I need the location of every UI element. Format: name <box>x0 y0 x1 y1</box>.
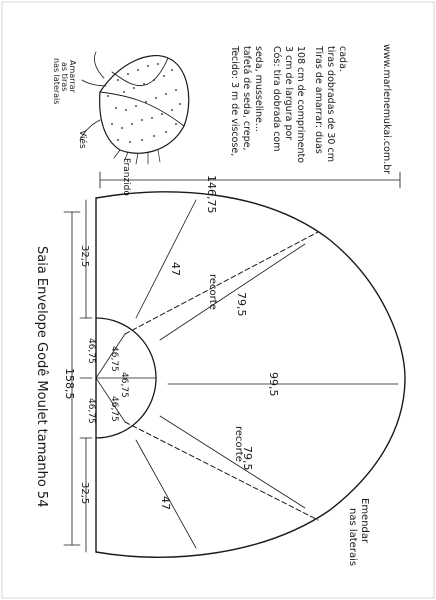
pattern-title: Saia Envelope Godê Moulet tamanho 54 <box>34 246 49 508</box>
radius-upper-label: 46,75 <box>109 346 119 372</box>
sketch-dots <box>107 63 181 143</box>
length-bottom-label: 47 <box>159 496 172 510</box>
note-line-4: Cós: tira dobrada com <box>271 46 282 152</box>
note-line-3: seda, musseline... <box>253 46 264 132</box>
length-top-label: 47 <box>169 262 182 276</box>
length-diag-lower-label: 79,5 <box>241 446 254 471</box>
note-line-7: Tiras de amarrar: duas <box>313 46 324 154</box>
recorte-upper-label: recorte <box>207 274 218 310</box>
note-line-5: 3 cm de largura por <box>283 46 294 141</box>
amarrar-line-1: Amarrar <box>68 60 77 93</box>
total-height-label: 158,5 <box>63 368 76 400</box>
franzido-label: Franzido <box>121 158 131 196</box>
length-arrows <box>136 200 398 548</box>
fabric-notes <box>229 45 348 163</box>
note-line-9: cada. <box>337 46 348 72</box>
note-line-8: tiras dobradas de 30 cm <box>325 46 336 162</box>
side-top-label: 32,5 <box>79 245 90 268</box>
amarrar-line-2: as tiras <box>60 62 69 92</box>
radius-center-label: 46,75 <box>119 372 129 398</box>
length-diag-upper-label: 79,5 <box>235 292 248 317</box>
emendar-line-1: Emendar <box>359 498 370 544</box>
website-credit: www.marlenemukai.com.br <box>381 44 392 175</box>
skirt-hem-curve <box>96 192 405 557</box>
side-bottom-label: 32,5 <box>79 482 90 505</box>
note-line-2: tafetá de seda, crepe, <box>241 46 252 151</box>
total-width-label: 146,75 <box>205 175 218 214</box>
radius-lower-label: 46,75 <box>109 396 119 422</box>
emendar-line-2: nas laterais <box>347 508 358 567</box>
note-line-1: Tecido: 3 m de viscose, <box>229 46 240 157</box>
skirt-sketch <box>80 52 189 164</box>
recorte-lower-label: recorte <box>233 426 244 462</box>
note-line-6: 108 cm de comprimento <box>295 46 306 164</box>
vies-label: Viés <box>77 130 87 149</box>
amarrar-line-3: nas laterais <box>52 58 61 105</box>
width-dimension <box>100 172 400 188</box>
waist-left-bottom-label: 46,75 <box>86 398 96 424</box>
waist-left-top-label: 46,75 <box>86 338 96 364</box>
length-center-label: 99,5 <box>267 372 280 397</box>
recorte-line-lower <box>125 422 318 520</box>
